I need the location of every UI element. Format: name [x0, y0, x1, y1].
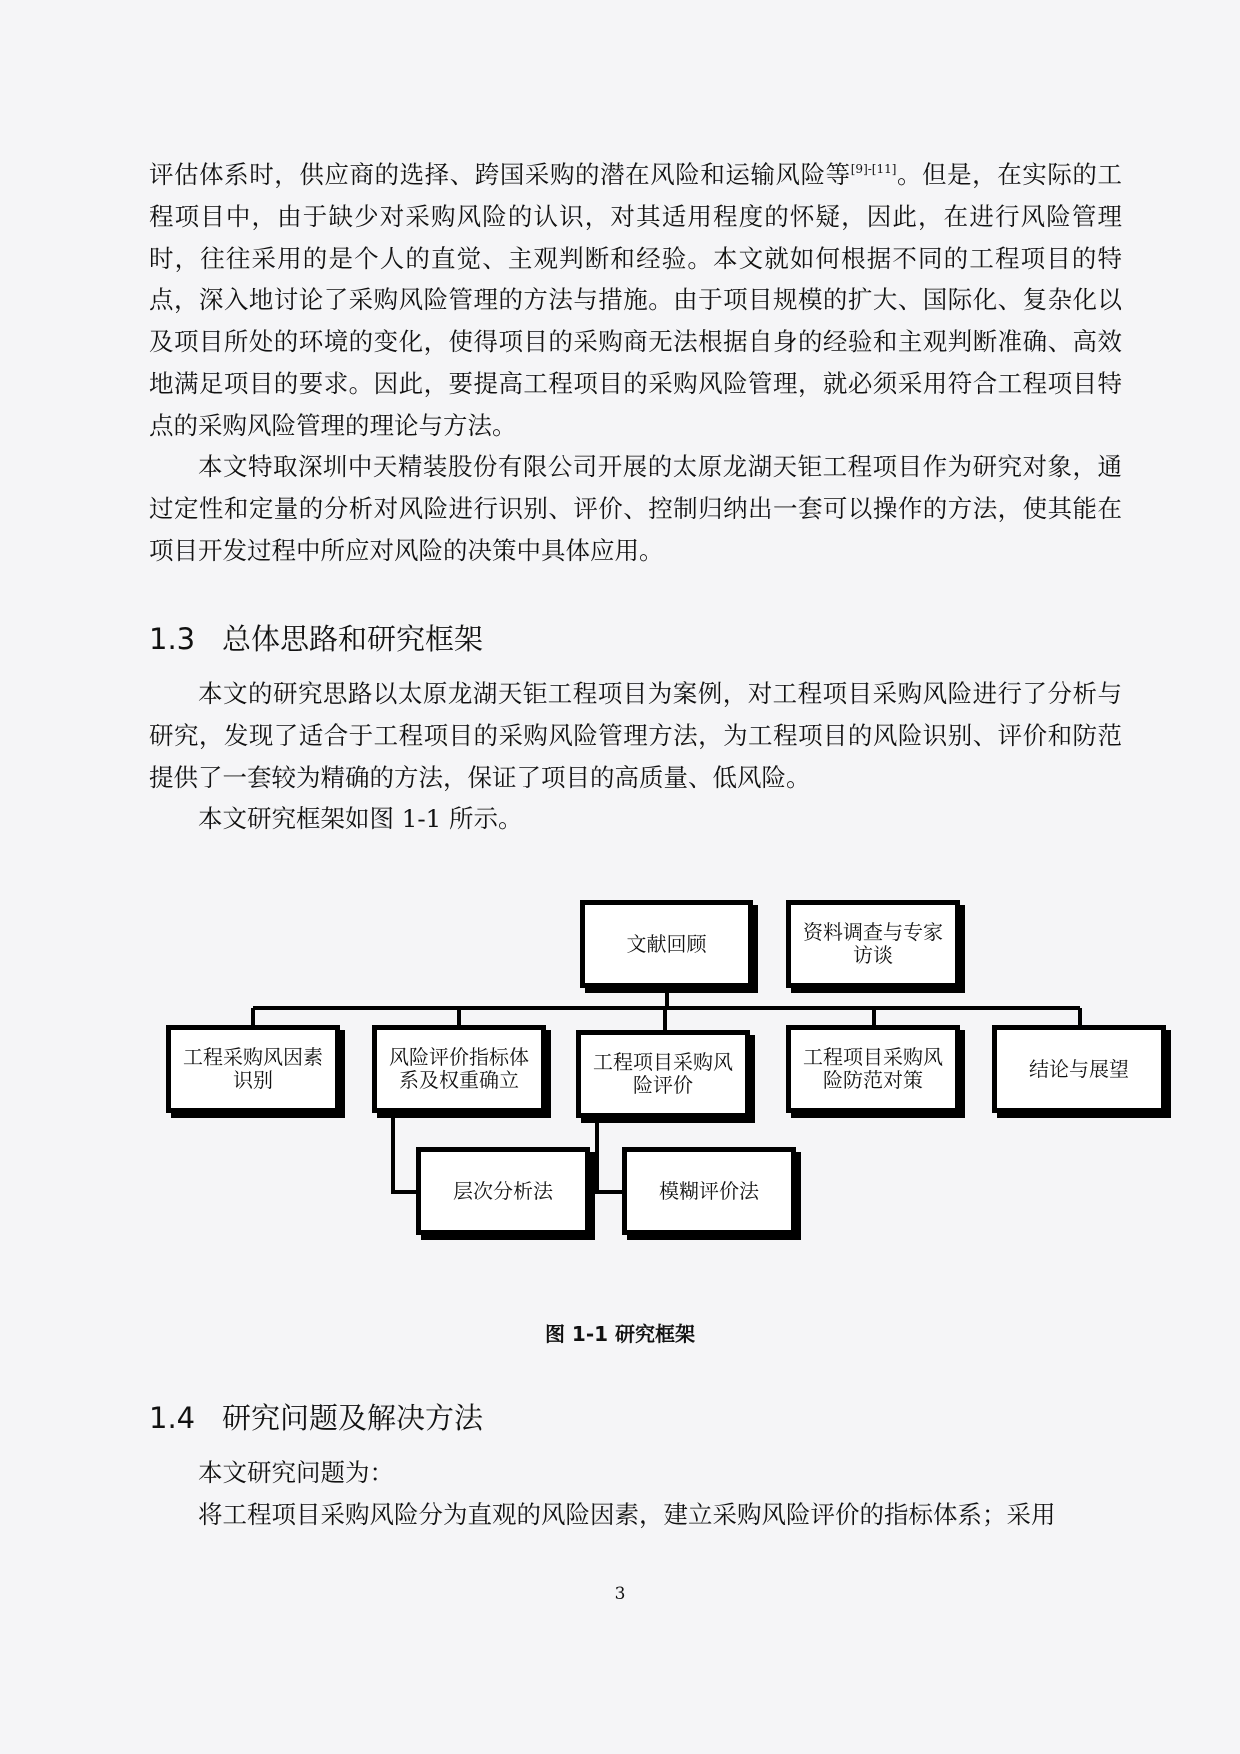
diagram-box-label: 结论与展望	[1029, 1056, 1129, 1081]
diagram-box-label: 文献回顾	[626, 931, 707, 956]
diagram-box-survey-interview	[786, 900, 960, 988]
diagram-box-label: 工程项目采购风险防范对策	[803, 1045, 943, 1092]
paragraph-1-text-b: 。但是，在实际的工程项目中，由于缺少对采购风险的认识，对其适用程度的怀疑，因此，在进行风险管理时，往往采用的是个人的直觉、主观判断和经验。本文就如何根据不同的工程项目的特点，深入地讨论了采购风险管理的方法与措施。由于项目规模的扩大、国际化、复杂化以及项目所处的环境的变化，使得项目的采购商无法根据自身的经验和主观判断准确、高效地满足项目的要求。因此，要提高工程项目的采购风险管理，就必须采用符合工程项目特点的采购风险管理的理论与方法。	[149, 160, 1122, 440]
diagram-box-index-system	[372, 1025, 546, 1113]
section-number: 1.3	[149, 622, 196, 656]
diagram-box-risk-evaluation	[576, 1030, 750, 1118]
page-number: 3	[614, 1584, 626, 1604]
diagram-box-label: 工程采购风因素识别	[183, 1045, 323, 1092]
paragraph-6: 将工程项目采购风险分为直观的风险因素，建立采购风险评价的指标体系；采用	[198, 1500, 1056, 1529]
diagram-box-label: 层次分析法	[453, 1178, 553, 1203]
paragraph-1	[149, 154, 1122, 447]
section-title: 研究问题及解决方法	[222, 1401, 484, 1435]
diagram-box-literature-review	[580, 900, 753, 988]
paragraph-3: 本文的研究思路以太原龙湖天钜工程项目为案例，对工程项目采购风险进行了分析与研究，发现了适合于工程项目的采购风险管理方法，为工程项目的风险识别、评价和防范提供了一套较为精确的方法，保证了项目的高质量、低风险。	[149, 679, 1122, 792]
diagram-box-label: 模糊评价法	[659, 1178, 759, 1203]
citation: [9]-[11]	[850, 162, 897, 176]
section-heading-1-4	[149, 1398, 483, 1438]
paragraph-1-text-a: 评估体系时，供应商的选择、跨国采购的潜在风险和运输风险等	[149, 160, 851, 189]
diagram-box-label: 资料调查与专家访谈	[803, 920, 943, 967]
diagram-box-risk-identification	[166, 1025, 340, 1113]
diagram-box-label: 工程项目采购风险评价	[593, 1050, 733, 1097]
diagram-box-conclusion	[992, 1025, 1166, 1113]
paragraph-2: 本文特取深圳中天精装股份有限公司开展的太原龙湖天钜工程项目作为研究对象，通过定性和定量的分析对风险进行识别、评价、控制归纳出一套可以操作的方法，使其能在项目开发过程中所应对风险的决策中具体应用。	[149, 452, 1122, 565]
section-title: 总体思路和研究框架	[222, 622, 484, 656]
section-heading-1-3	[149, 619, 483, 659]
diagram-box-ahp	[416, 1147, 590, 1235]
paragraph-5: 本文研究问题为：	[198, 1458, 394, 1487]
diagram-box-fuzzy-evaluation	[622, 1147, 796, 1235]
paragraph-4: 本文研究框架如图 1-1 所示。	[198, 804, 523, 833]
diagram-box-label: 风险评价指标体系及权重确立	[389, 1045, 529, 1092]
figure-caption: 图 1-1 研究框架	[544, 1322, 696, 1346]
diagram-box-risk-prevention	[786, 1025, 960, 1113]
section-number: 1.4	[149, 1401, 196, 1435]
